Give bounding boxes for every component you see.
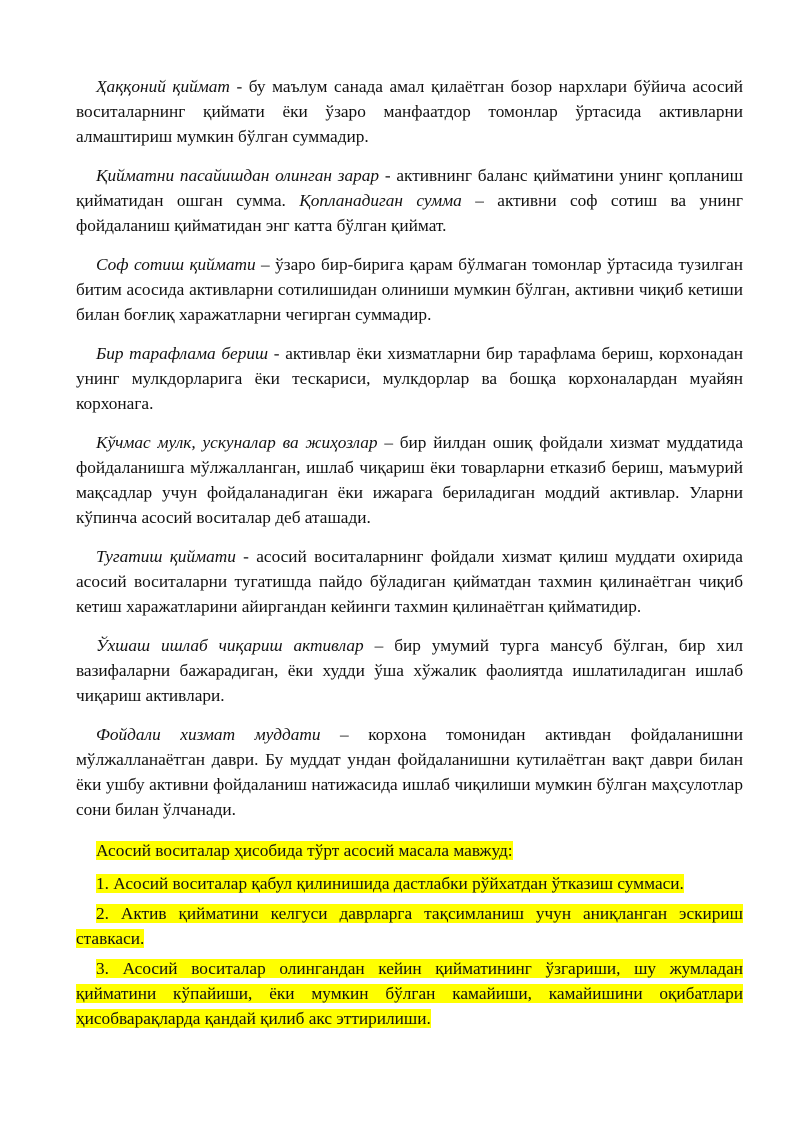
definition-paragraph bbox=[76, 163, 743, 238]
definition-term: Ўхшаш ишлаб чиқариш активлар bbox=[96, 636, 364, 655]
definition-text: - активлар ёки хизматларни бир тарафлама бериш, корхонадан унинг мулкдорларига ёки тескариси, мулкдорлар ва бошқа корхоналардан муайян корхонага. bbox=[76, 344, 744, 413]
list-item bbox=[76, 956, 743, 1031]
list-intro bbox=[76, 838, 743, 863]
list-item-text: 2. Актив қийматини келгуси даврларга тақсимланиш учун аниқланган эскириш ставкаси. bbox=[76, 904, 743, 948]
list-intro-text: Асосий воситалар ҳисобида тўрт асосий масала мавжуд: bbox=[96, 841, 513, 860]
definition-text: – активни соф сотиш ва унинг фойдаланиш қийматидан энг катта бўлган қиймат. bbox=[76, 191, 743, 235]
list-item-text: 1. Асосий воситалар қабул қилинишида дастлабки рўйхатдан ўтказиш суммаси. bbox=[96, 874, 684, 893]
definition-term: Фойдали хизмат муддати bbox=[96, 725, 321, 744]
definition-term: Қийматни пасайишдан олинган зарар bbox=[96, 166, 380, 185]
definition-text: - бу маълум санада амал қилаётган бозор нархлари бўйича асосий воситаларнинг қиймати ёки ўзаро манфаатдор томонлар ўртасида активларни алмаштириш мумкин бўлган суммадир. bbox=[76, 77, 743, 146]
list-item-text: 3. Асосий воситалар олингандан кейин қийматининг ўзгариши, шу жумладан қийматини кўпайиши, ёки мумкин бўлган камайиши, камайишини оқибатлари ҳисобварақларда қандай қилиб акс эттирилиши. bbox=[76, 959, 743, 1028]
definition-text: – ўзаро бир-бирига қарам бўлмаган томонлар ўртасида тузилган битим асосида активларни сотилишидан олиниши мумкин бўлган, активни чиқиб кетиши билан боғлиқ харажатларни чегирган суммадир. bbox=[76, 255, 743, 324]
definition-term: Кўчмас мулк, ускуналар ва жиҳозлар bbox=[96, 433, 378, 452]
definition-text: - активнинг баланс қийматини унинг қопланиш қийматидан ошган сумма. bbox=[76, 166, 743, 210]
definition-text: – бир умумий турга мансуб бўлган, бир хил вазифаларни бажарадиган, ёки худди ўша хўжалик фаолиятда ишлатиладиган ишлаб чиқариш активлари. bbox=[76, 636, 743, 705]
definition-text: - асосий воситаларнинг фойдали хизмат қилиш муддати охирида асосий воситаларни тугатишда пайдо бўладиган қийматдан тахмин қилинаётган чиқиб кетиш харажатларини айиргандан кейинги тахмин қилинаётган қийматидир. bbox=[76, 547, 743, 616]
list-item bbox=[76, 901, 743, 951]
definition-paragraph bbox=[76, 341, 743, 416]
definition-term: Соф сотиш қиймати bbox=[96, 255, 256, 274]
definition-text: – бир йилдан ошиқ фойдали хизмат муддатида фойдаланишга мўлжалланган, ишлаб чиқариш ёки товарларни етказиб бериш, маъмурий мақсадлар учун фойдаланадиган ёки ижарага бериладиган моддий активлар. Уларни кўпинча асосий воситалар деб аташади. bbox=[76, 433, 743, 527]
definition-paragraph bbox=[76, 252, 743, 327]
definition-term: Тугатиш қиймати bbox=[96, 547, 236, 566]
definition-paragraph bbox=[76, 430, 743, 530]
highlighted-list bbox=[76, 838, 743, 1031]
definition-term: Бир тарафлама бериш bbox=[96, 344, 269, 363]
definition-paragraph bbox=[76, 722, 743, 822]
definition-paragraph bbox=[76, 633, 743, 708]
definition-paragraph bbox=[76, 544, 743, 619]
definition-text: – корхона томонидан активдан фойдаланишни мўлжалланаётган даври. Бу муддат ундан фойдаланишни кутилаётган вақт даври билан ёки ушбу активни фойдаланиш натижасида ишлаб чиқилиши мумкин бўлган маҳсулотлар сони билан ўлчанади. bbox=[76, 725, 744, 819]
list-item bbox=[76, 871, 743, 896]
definition-term: Ҳаққоний қиймат bbox=[96, 77, 230, 96]
definition-term: Қопланадиган сумма bbox=[299, 191, 462, 210]
definition-paragraph bbox=[76, 74, 743, 149]
